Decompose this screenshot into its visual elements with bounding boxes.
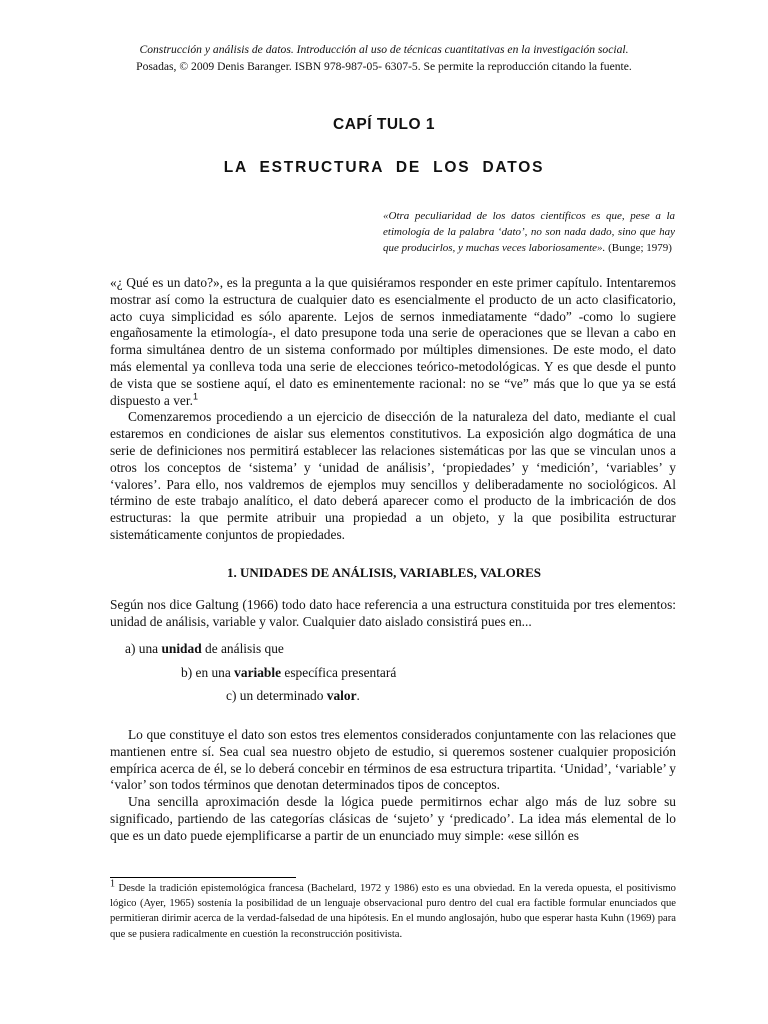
list-item-term: valor bbox=[326, 688, 357, 703]
epigraph-quote: «Otra peculiaridad de los datos científicos es que, pese a la etimología de la palabra ‘dato’, no son nada dado, sino que hay que producirlos, y muchas veces laboriosamente». bbox=[383, 210, 675, 254]
list-item-suffix: de análisis que bbox=[201, 641, 284, 656]
section-heading: 1. UNIDADES DE ANÁLISIS, VARIABLES, VALORES bbox=[226, 565, 542, 580]
list-item-term: unidad bbox=[161, 641, 202, 656]
list-item-unidad bbox=[125, 641, 284, 657]
section-paragraph-1 bbox=[110, 597, 676, 631]
intro-paragraph-2: Comenzaremos procediendo a un ejercicio de disección de la naturaleza del dato, mediante el cual estaremos en condiciones de aislar sus elementos constitutivos. La exposición algo dogmática de una serie de definiciones nos permitirá establecer las relaciones sistemáticas por las que se vinculan unos a otros los conceptos de ‘sistema’ y ‘unidad de análisis’, ‘propiedades’ y ‘medición’, ‘variables’ y ‘valores’. Para ello, nos valdremos de ejemplos muy sencillos y deliberadamente no sociológicos. Al término de este trabajo analítico, el dato deberá aparecer como el producto de la imbricación de dos estructuras: la que permite atribuir una propiedad a un objeto, y la que posibilita estructurar sistemáticamente conjuntos de propiedades. bbox=[110, 409, 676, 542]
list-item-prefix: c) un determinado bbox=[226, 688, 327, 703]
running-header bbox=[60, 41, 708, 75]
list-item-prefix: b) en una bbox=[181, 665, 235, 680]
header-book-title: Construcción y análisis de datos. Introducción al uso de técnicas cuantitativas en la investigación social. bbox=[139, 43, 629, 56]
chapter-title: LA ESTRUCTURA DE LOS DATOS bbox=[223, 159, 545, 176]
footnote-reference[interactable]: 1 bbox=[192, 391, 198, 402]
footnote-text: Desde la tradición epistemológica francesa (Bachelard, 1972 y 1986) esto es una obviedad. En la vereda opuesta, el positivismo lógico (Ayer, 1965) sostenía la posibilidad de un lenguaje observacional puro dentro del cual era factible formular enunciados que permitieran dirimir acerca de la verdad-falsedad de una hipótesis. En el mundo anglosajón, hubo que esperar hasta Kuhn (1969) para que se pusiera radicalmente en cuestión la reconstrucción positivista. bbox=[110, 883, 676, 940]
footnote-divider bbox=[110, 877, 296, 878]
section-body bbox=[110, 727, 676, 845]
list-item-suffix: . bbox=[356, 688, 360, 703]
section-paragraph-1-text: Según nos dice Galtung (1966) todo dato hace referencia a una estructura constituida por tres elementos: unidad de análisis, variable y valor. Cualquier dato aislado consistirá pues en... bbox=[110, 597, 676, 629]
list-item-valor bbox=[226, 688, 360, 704]
list-item-prefix: a) una bbox=[125, 641, 162, 656]
header-copyright: Posadas, © 2009 Denis Baranger. ISBN 978-987-05- 6307-5. Se permite la reproducción citando la fuente. bbox=[136, 60, 632, 73]
intro-paragraph-1 bbox=[110, 275, 676, 409]
footnote bbox=[110, 878, 676, 942]
list-item-term: variable bbox=[234, 665, 282, 680]
section-paragraph-2: Lo que constituye el dato son estos tres elementos considerados conjuntamente con las relaciones que mantienen entre sí. Sea cual sea nuestro objeto de estudio, si queremos sostener cualquier proposición empírica acerca de él, se lo deberá concebir en términos de esa estructura tripartita. ‘Unidad’, ‘variable’ y ‘valor’ son todos términos que denotan determinados tipos de conceptos. bbox=[110, 727, 676, 793]
epigraph bbox=[383, 208, 675, 256]
chapter-label: CAPÍ TULO 1 bbox=[333, 116, 435, 133]
intro-section bbox=[110, 275, 676, 544]
intro-paragraph-1-text: «¿ Qué es un dato?», es la pregunta a la que quisiéramos responder en este primer capítulo. Intentaremos mostrar así como la estructura de cualquier dato es esencialmente el producto de un acto clasificatorio, acto cuya simplicidad es sólo aparente. Lejos de sernos inmediatamente “dado” -como lo sugiere engañosamente la etimología-, el dato presupone toda una serie de operaciones que se llevan a cabo en forma simultánea dentro de un sistema conformado por múltiples dimensiones. De este modo, el dato más elemental ya conlleva toda una serie de elecciones teórico-metodológicas. Y es que desde el punto de vista que se sostiene aquí, el dato es eminentemente racional: no se “ve” más que lo que ya se está dispuesto a ver. bbox=[110, 275, 676, 408]
footnote-mark: 1 bbox=[110, 878, 115, 890]
list-item-suffix: específica presentará bbox=[281, 665, 397, 680]
epigraph-source: (Bunge; 1979) bbox=[608, 242, 672, 254]
section-paragraph-3: Una sencilla aproximación desde la lógica puede permitirnos echar algo más de luz sobre su significado, partiendo de las categorías clásicas de ‘sujeto’ y ‘predicado’. La idea más elemental de lo que es un dato puede ejemplificarse a partir de un enunciado muy simple: «ese sillón es bbox=[110, 794, 676, 843]
list-item-variable bbox=[181, 665, 396, 681]
